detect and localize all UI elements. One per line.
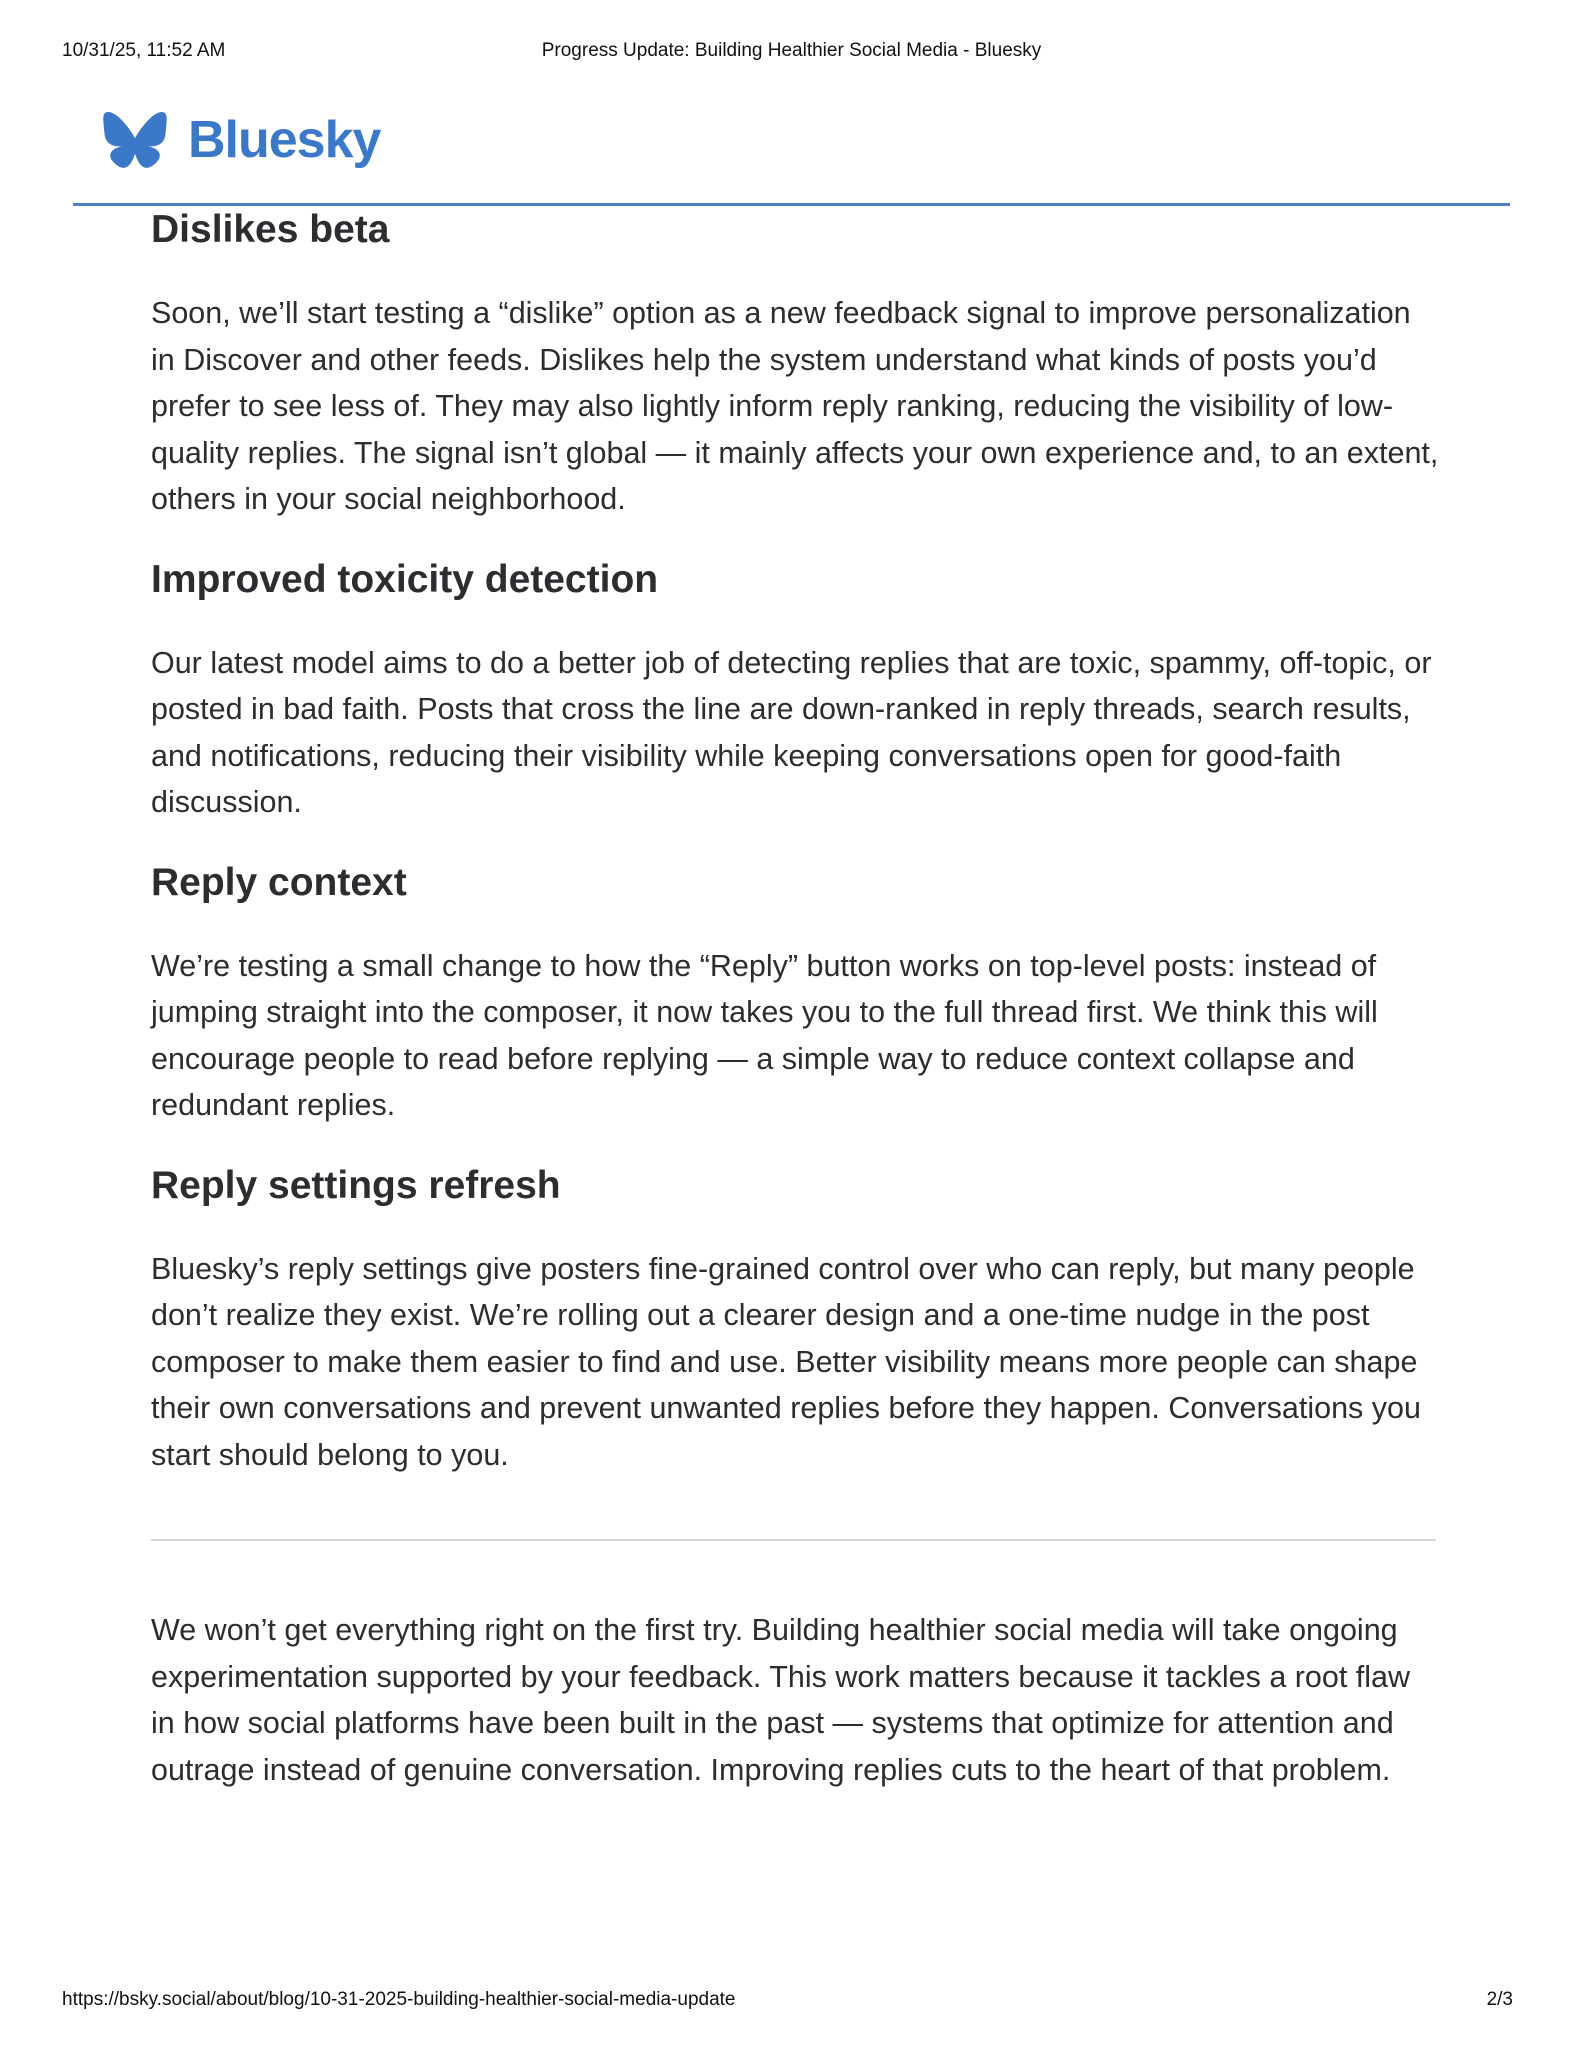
section-body-dislikes: Soon, we’ll start testing a “dislike” option as a new feedback signal to improve personalization in Discover and other feeds. Dislikes help the system understand what kinds of posts you’d prefer to see less of. They may also lightly inform reply ranking, reducing the visibility of low-quality replies. The signal isn’t global — it mainly affects your own experience and, to an extent, others in your social neighborhood. (151, 296, 1439, 516)
article-content (151, 200, 1441, 1793)
section-heading-reply-context: Reply context (151, 860, 407, 904)
print-datetime: 10/31/25, 11:52 AM (62, 40, 226, 61)
print-page-number: 2/3 (1486, 1989, 1513, 2010)
butterfly-icon (102, 111, 168, 169)
print-header (62, 40, 1521, 64)
section-heading-reply-settings: Reply settings refresh (151, 1163, 561, 1207)
brand-name: Bluesky (188, 111, 381, 169)
section-heading-toxicity: Improved toxicity detection (151, 557, 659, 601)
closing-paragraph: We won’t get everything right on the first try. Building healthier social media will take ongoing experimentation supported by your feedback. This work matters because it tackles a root flaw in how social platforms have been built in the past — systems that optimize for attention and outrage instead of genuine conversation. Improving replies cuts to the heart of that problem. (151, 1613, 1411, 1787)
section-body-reply-context: We’re testing a small change to how the “Reply” button works on top-level posts: instead of jumping straight into the composer, it now takes you to the full thread first. We think this will encourage people to read before replying — a simple way to reduce context collapse and redundant replies. (151, 948, 1378, 1122)
site-logo[interactable] (102, 108, 380, 172)
print-url[interactable]: https://bsky.social/about/blog/10-31-2025-building-healthier-social-media-update (62, 1989, 736, 2010)
print-page-title: Progress Update: Building Healthier Social Media - Bluesky (541, 40, 1042, 61)
section-body-reply-settings: Bluesky’s reply settings give posters fine-grained control over who can reply, but many people don’t realize they exist. We’re rolling out a clearer design and a one-time nudge in the post composer to make them easier to find and use. Better visibility means more people can shape their own conversations and prevent unwanted replies before they happen. Conversations you start should belong to you. (151, 1251, 1421, 1472)
section-heading-dislikes: Dislikes beta (151, 208, 390, 251)
section-body-toxicity: Our latest model aims to do a better job of detecting replies that are toxic, spammy, off-topic, or posted in bad faith. Posts that cross the line are down-ranked in reply threads, search results, and notifications, reducing their visibility while keeping conversations open for good-faith discussion. (151, 645, 1432, 819)
print-footer (62, 1989, 1521, 2013)
